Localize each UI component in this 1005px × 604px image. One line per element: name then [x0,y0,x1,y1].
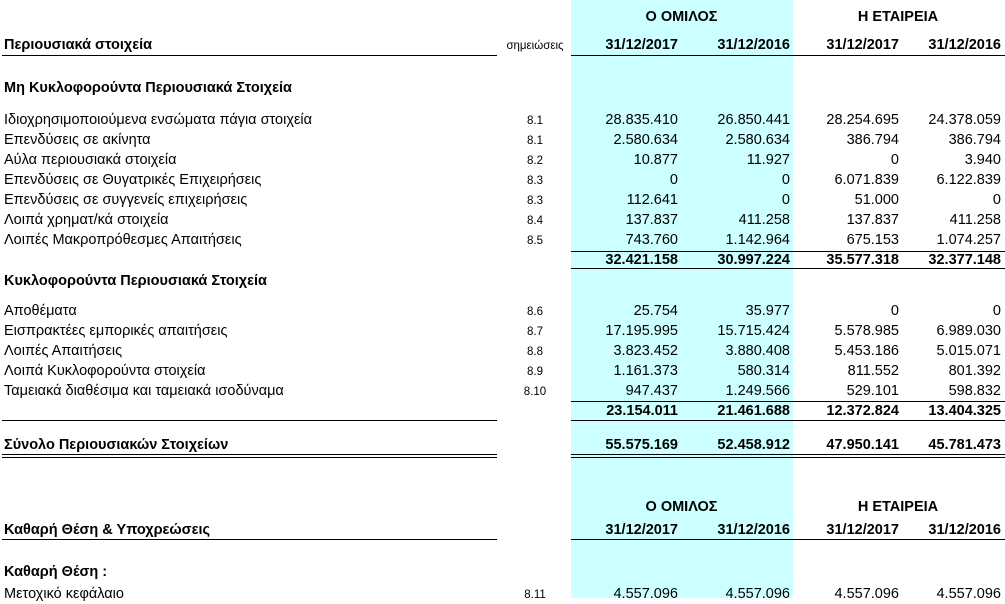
date-header: 31/12/2017 [826,522,899,538]
row-value: 10.877 [633,152,678,168]
row-label: Εισπρακτέες εμπορικές απαιτήσεις [4,323,228,339]
row-value: 411.258 [738,212,790,228]
date-header: 31/12/2017 [826,37,899,53]
row-label: Αύλα περιουσιακά στοιχεία [4,152,177,168]
row-value: 0 [781,192,790,208]
row-value: 51.000 [854,192,899,208]
row-note: 8.3 [527,195,543,207]
row-label: Μετοχικό κεφάλαιο [4,586,124,602]
section-title-equity: Καθαρή Θέση : [4,564,108,580]
row-value: 28.835.410 [605,112,678,128]
row-value: 137.837 [625,212,678,228]
divider [2,420,497,421]
row-value: 2.580.634 [725,132,790,148]
row-value: 11.927 [746,152,790,168]
row-value: 0 [890,152,899,168]
row-value: 411.258 [949,212,1001,228]
company-header: Η ΕΤΑΙΡΕΙΑ [857,9,939,25]
row-value: 386.794 [846,132,899,148]
row-label: Ταμειακά διαθέσιμα και ταμειακά ισοδύναμα [4,383,284,399]
double-underline [571,454,1005,458]
date-header: 31/12/2017 [605,522,678,538]
row-note: 8.2 [527,155,543,167]
row-note: 8.4 [527,215,543,227]
grand-total-label: Σύνολο Περιουσιακών Στοιχείων [4,437,229,453]
row-value: 137.837 [846,212,899,228]
row-label: Ιδιοχρησιμοποιούμενα ενσώματα πάγια στοιχεία [4,112,313,128]
row-note: 8.5 [527,235,543,247]
row-value: 6.071.839 [834,172,899,188]
date-header: 31/12/2016 [928,37,1001,53]
subtotal-value: 35.577.318 [826,252,899,268]
subtotal-value: 13.404.325 [928,403,1001,419]
row-note: 8.8 [527,346,543,358]
row-value: 2.580.634 [613,132,678,148]
divider [571,539,1005,540]
row-value: 112.641 [626,192,678,208]
row-note: 8.9 [527,366,543,378]
row-value: 3.940 [964,152,1001,168]
row-value: 811.552 [847,363,899,379]
row-note: 8.10 [523,386,547,398]
row-value: 675.153 [846,232,899,248]
subtotal-value: 32.421.158 [605,252,678,268]
divider [2,539,497,540]
row-note: 8.3 [527,175,543,187]
assets-title: Περιουσιακά στοιχεία [4,37,153,53]
row-label: Λοιπές Μακροπρόθεσμες Απαιτήσεις [4,232,242,248]
date-header: 31/12/2016 [717,522,790,538]
row-value: 0 [890,303,899,319]
section-title-current: Κυκλοφορούντα Περιουσιακά Στοιχεία [4,273,267,289]
section-title-noncurrent: Μη Κυκλοφορούντα Περιουσιακά Στοιχεία [4,80,292,96]
row-value: 0 [781,172,790,188]
row-label: Λοιπές Απαιτήσεις [4,343,123,359]
row-value: 5.015.071 [936,343,1001,359]
divider [571,55,1005,56]
subtotal-value: 23.154.011 [606,403,678,419]
divider [571,420,1005,421]
group-header: Ο ΟΜΙΛΟΣ [645,9,718,25]
row-value: 6.122.839 [936,172,1001,188]
double-underline [2,454,497,458]
row-value: 28.254.695 [826,112,899,128]
grand-total-value: 52.458.912 [717,437,790,453]
row-value: 4.557.096 [613,586,678,602]
row-value: 5.453.186 [834,343,899,359]
group-header: Ο ΟΜΙΛΟΣ [645,499,718,515]
row-note: 8.1 [527,135,543,147]
row-value: 4.557.096 [936,586,1001,602]
row-value: 17.195.995 [605,323,678,339]
row-value: 25.754 [633,303,678,319]
equity-liabilities-title: Καθαρή Θέση & Υποχρεώσεις [4,522,211,538]
row-label: Επενδύσεις σε συγγενείς επιχειρήσεις [4,192,248,208]
row-label: Λοιπά Κυκλοφορούντα στοιχεία [4,363,206,379]
row-value: 947.437 [625,383,678,399]
row-value: 35.977 [745,303,790,319]
row-label: Λοιπά χρηματ/κά στοιχεία [4,212,169,228]
row-value: 3.880.408 [725,343,790,359]
divider [2,55,497,56]
row-value: 386.794 [948,132,1001,148]
grand-total-value: 45.781.473 [928,437,1001,453]
row-value: 801.392 [948,363,1001,379]
row-value: 1.249.566 [725,383,790,399]
row-label: Αποθέματα [4,303,77,319]
row-value: 0 [992,303,1001,319]
row-value: 15.715.424 [717,323,790,339]
row-value: 4.557.096 [725,586,790,602]
row-value: 529.101 [846,383,899,399]
date-header: 31/12/2017 [605,37,678,53]
row-value: 0 [669,172,678,188]
date-header: 31/12/2016 [717,37,790,53]
subtotal-value: 21.461.688 [717,403,790,419]
company-header: Η ΕΤΑΙΡΕΙΑ [857,499,939,515]
row-value: 6.989.030 [936,323,1001,339]
row-label: Επενδύσεις σε ακίνητα [4,132,151,148]
row-value: 4.557.096 [834,586,899,602]
row-value: 26.850.441 [717,112,790,128]
row-label: Επενδύσεις σε Θυγατρικές Επιχειρήσεις [4,172,262,188]
grand-total-value: 55.575.169 [605,437,678,453]
row-note: 8.6 [527,306,543,318]
notes-header: σημειώσεις [506,40,564,52]
date-header: 31/12/2016 [928,522,1001,538]
row-value: 598.832 [948,383,1001,399]
row-value: 5.578.985 [834,323,899,339]
row-note: 8.11 [524,589,546,601]
row-value: 24.378.059 [928,112,1001,128]
row-value: 1.074.257 [936,232,1001,248]
subtotal-value: 12.372.824 [826,403,899,419]
divider [571,268,1005,269]
row-value: 3.823.452 [613,343,678,359]
subtotal-value: 30.997.224 [717,252,790,268]
row-value: 1.161.373 [613,363,678,379]
row-value: 0 [992,192,1001,208]
row-value: 580.314 [737,363,790,379]
subtotal-value: 32.377.148 [928,252,1001,268]
grand-total-value: 47.950.141 [826,437,899,453]
row-value: 1.142.964 [725,232,790,248]
row-note: 8.1 [527,115,543,127]
row-note: 8.7 [527,326,543,338]
row-value: 743.760 [625,232,678,248]
